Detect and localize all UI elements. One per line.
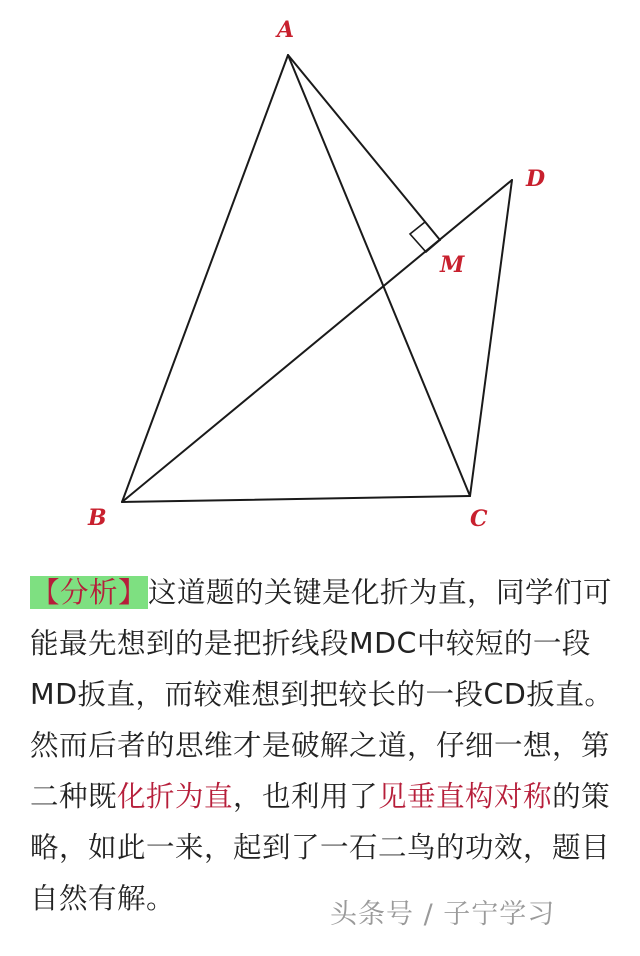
point-label-M: M (440, 252, 465, 278)
segment-AB (122, 55, 288, 502)
right-angle-mark (410, 222, 440, 252)
segment-CD (470, 180, 512, 496)
segment-BC (122, 496, 470, 502)
analysis-tag: 【分析】 (31, 576, 148, 609)
point-label-D: D (526, 166, 546, 192)
segment-AM (288, 55, 440, 240)
analysis-paragraph (30, 567, 620, 924)
watermark: 头条号 / 子宁学习 (330, 899, 556, 930)
point-label-C: C (470, 506, 488, 532)
point-label-B: B (88, 505, 107, 531)
analysis-text-2: ，也利用了 (233, 780, 379, 813)
analysis-text-1: 这道题的关键是化折为直，同学们可能最先想到的是把折线段MDC中较短的一段MD扳直，而较难想到把较长的一段CD扳直。然而后者的思维才是破解之道，仔细一想，第二种既 (30, 576, 614, 813)
analysis-text-3: 的策略，如此一来，起到了一石二鸟的功效，题目自然有解。 (30, 780, 611, 915)
point-label-A: A (277, 17, 295, 43)
highlight-perpendicular-symmetry: 见垂直构对称 (378, 780, 553, 813)
highlight-fold-to-straight: 化折为直 (117, 780, 234, 813)
